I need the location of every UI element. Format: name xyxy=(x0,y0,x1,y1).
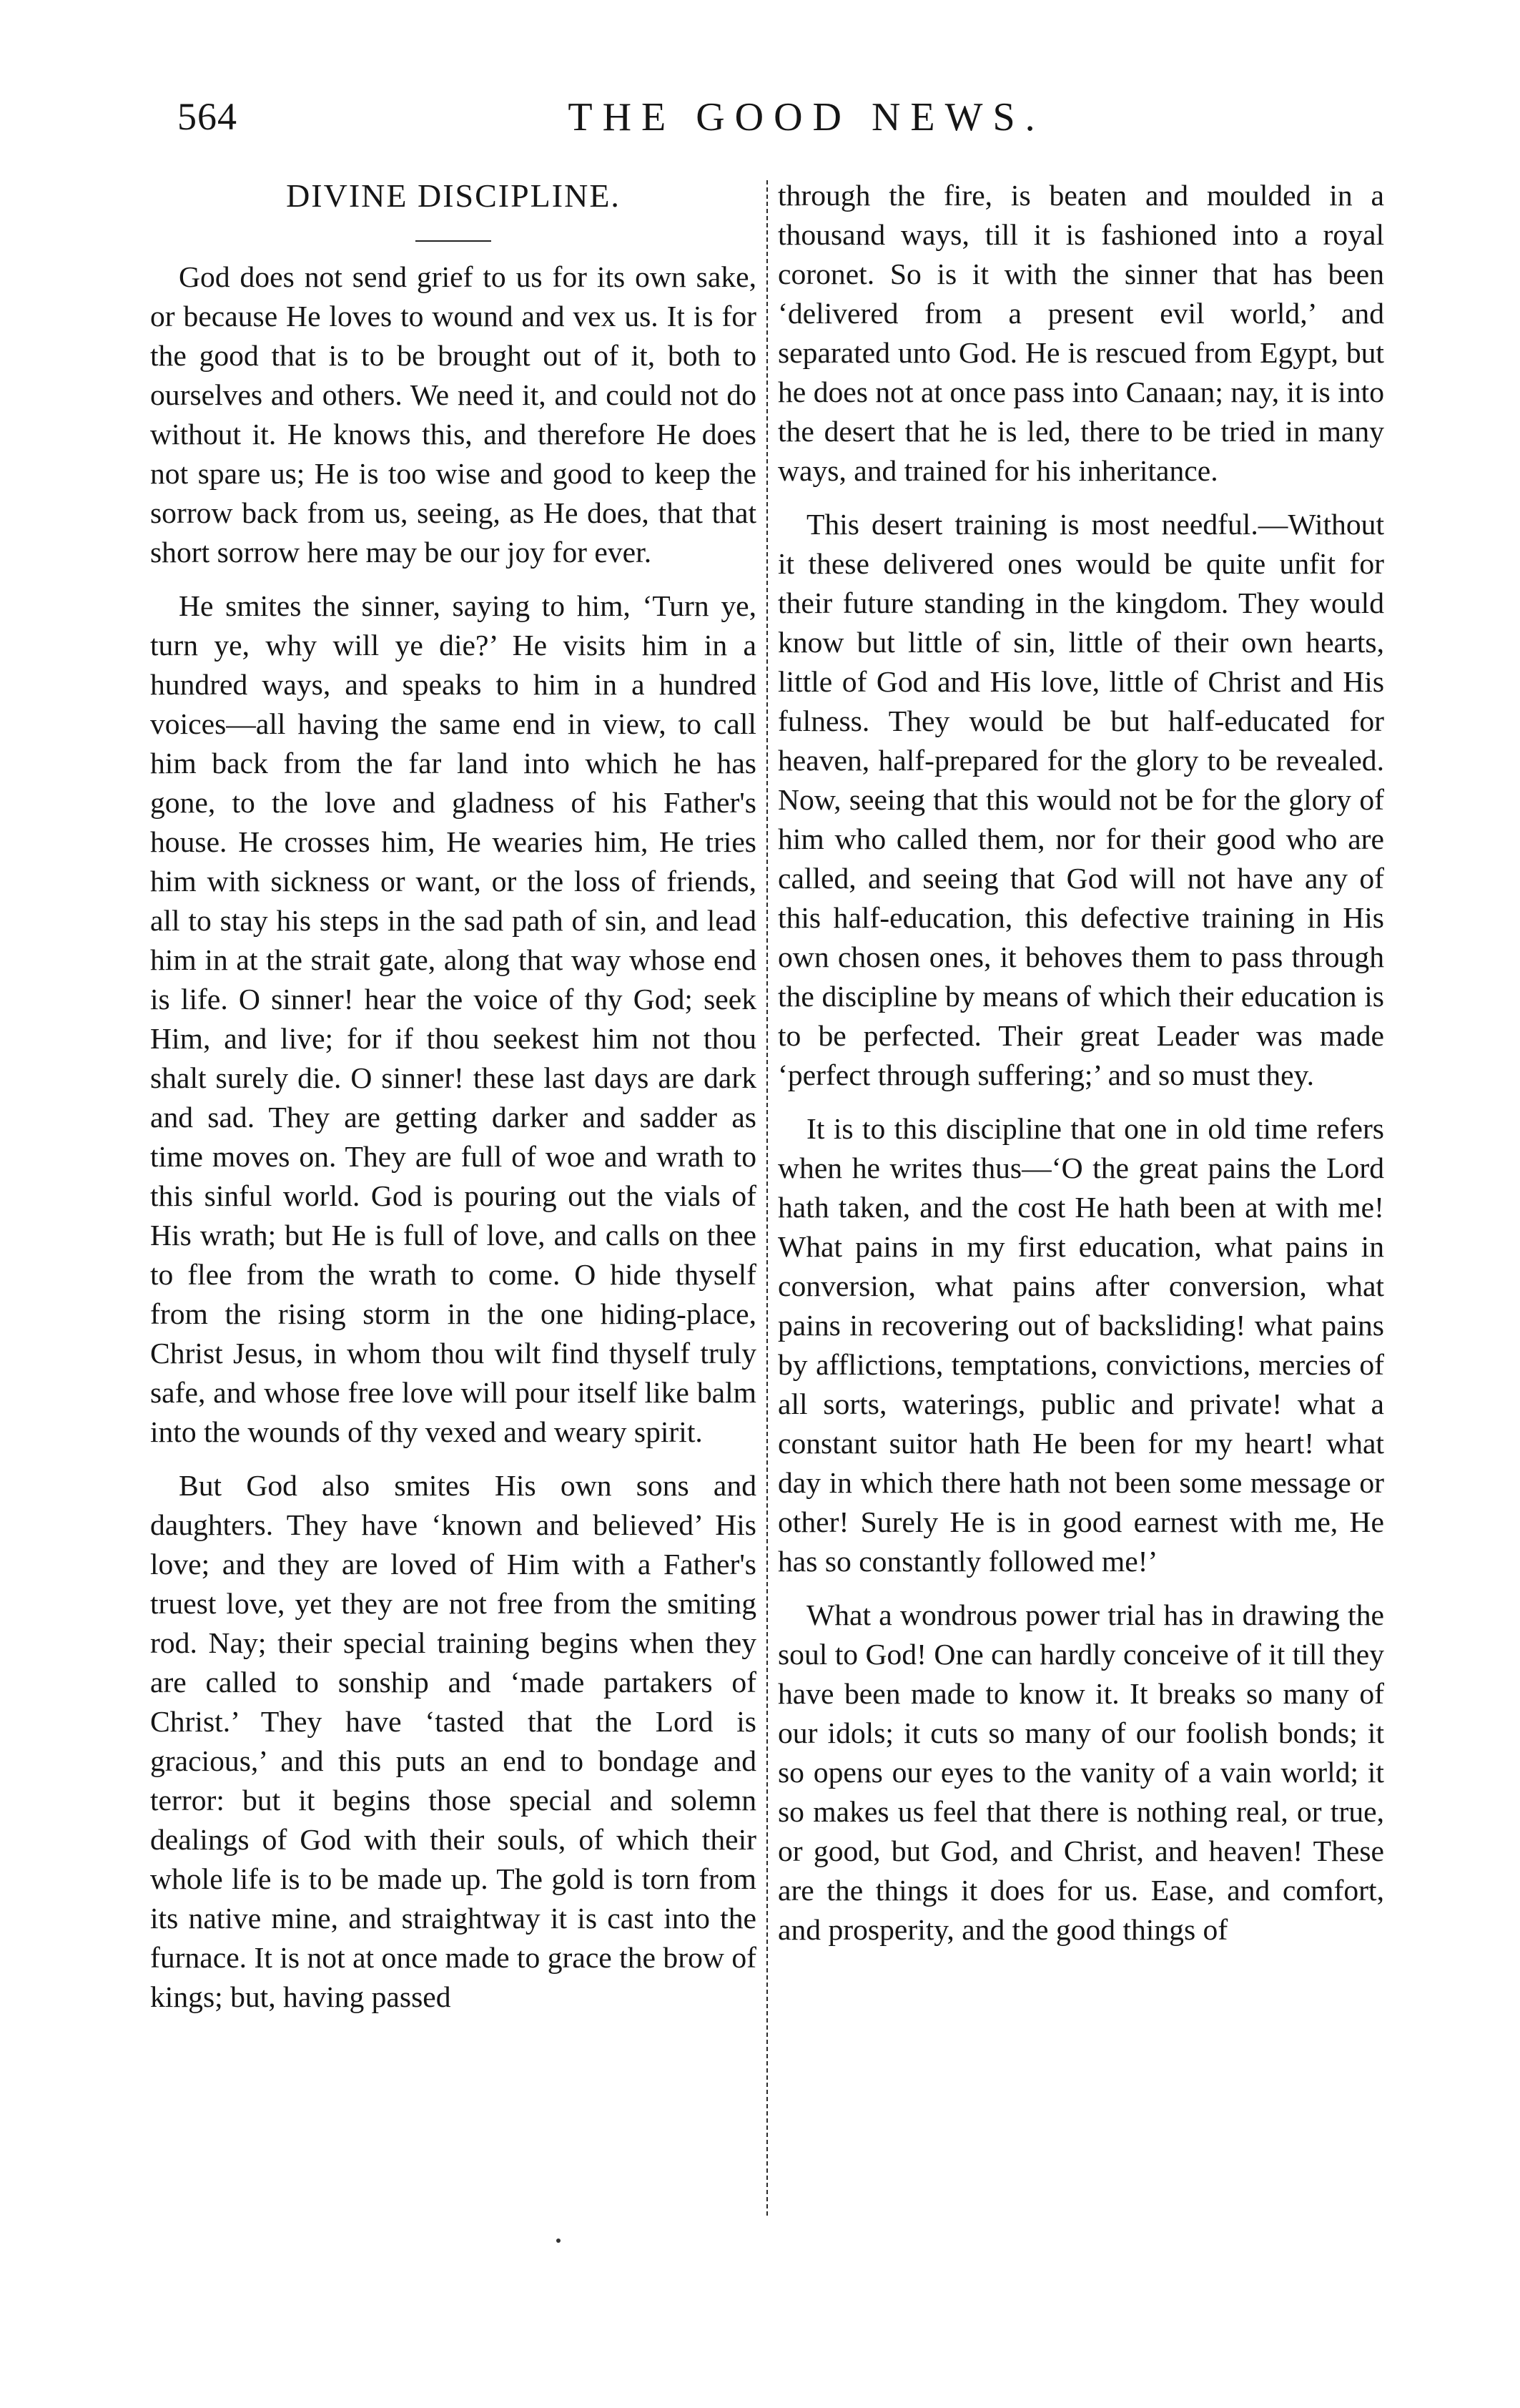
print-mark xyxy=(556,2239,561,2243)
paragraph: God does not send grief to us for its own sake, or because He loves to wound and vex us. It is for the good that is to be brought out of it, both to ourselves and others. We need it, and could not do without it. He knows this, and therefore He does not spare us; He is too wise and good to keep the sorrow back from us, seeing, as He does, that that short sorrow here may be our joy for ever. xyxy=(150,260,756,569)
paragraph-continued: through the fire, is beaten and moulded in a thousand ways, till it is fashioned into a royal coronet. So is it with the sinner that has been ‘delivered from a present evil world,’ and separated unto God. He is rescued from Egypt, but he does not at once pass into Canaan; nay, it is into the desert that he is led, there to be tried in many ways, and trained for his inheritance. xyxy=(778,179,1384,487)
running-head xyxy=(177,94,1378,152)
page-number: 564 xyxy=(177,95,237,138)
left-column xyxy=(150,176,756,2017)
paragraph: It is to this discipline that one in old time refers when he writes thus—‘O the great pains the Lord hath taken, and the cost He hath been at with me! What pains in my first education, what pains in conversion, what pains after conversion, what pains in recovering out of backsliding! what pains by afflictions, temptations, convictions, mercies of all sorts, waterings, public and private! what a constant suitor hath He been for my heart! what day in which there hath not been some message or other! Surely He is in good earnest with me, He has so constantly followed me!’ xyxy=(778,1112,1384,1578)
article-columns xyxy=(150,176,1394,2321)
paragraph: He smites the sinner, saying to him, ‘Turn ye, turn ye, why will ye die?’ He visits him in a hundred ways, and speaks to him in a hundred voices—all having the same end in view, to call him back from the far land into which he has gone, to the love and gladness of his Father's house. He crosses him, He wearies him, He tries him with sickness or want, or the loss of friends, all to stay his steps in the sad path of sin, and lead him in at the strait gate, along that way whose end is life. O sinner! hear the voice of thy God; seek Him, and live; for if thou seekest him not thou shalt surely die. O sinner! these last days are dark and sad. They are getting darker and sadder as time moves on. They are full of woe and wrath to this sinful world. God is pouring out the vials of His wrath; but He is full of love, and calls on thee to flee from the wrath to come. O hide thyself from the rising storm in the one hiding-place, Christ Jesus, in whom thou wilt find thyself truly safe, and whose free love will pour itself like balm into the wounds of thy vexed and weary spirit. xyxy=(150,589,756,1448)
column-divider xyxy=(766,180,768,2216)
right-column xyxy=(778,176,1384,1950)
paragraph: This desert training is most needful.—Without it these delivered ones would be quite unfit for their future standing in the kingdom. They would know but little of sin, little of their own hearts, little of God and His love, little of Christ and His fulness. They would be but half-educated for heaven, half-prepared for the glory to be revealed. Now, seeing that this would not be for the glory of him who called them, nor for their good who are called, and seeing that God will not have any of this half-education, this defective training in His own chosen ones, it behoves them to pass through the discipline by means of which their education is to be perfected. Their great Leader was made ‘perfect through suffering;’ and so must they. xyxy=(778,508,1384,1091)
journal-title: THE GOOD NEWS. xyxy=(568,95,1045,139)
article-title: DIVINE DISCIPLINE. xyxy=(286,177,621,214)
paragraph: But God also smites His own sons and daughters. They have ‘known and believed’ His love; and they are loved of Him with a Father's truest love, yet they are not free from the smiting rod. Nay; their special training begins when they are called to sonship and ‘made partakers of Christ.’ They have ‘tasted that the Lord is gracious,’ and this puts an end to bondage and terror: but it begins those special and solemn dealings of God with their souls, of which their whole life is to be made up. The gold is torn from its native mine, and straightway it is cast into the furnace. It is not at once made to grace the brow of kings; but, having passed xyxy=(150,1469,756,2013)
title-divider xyxy=(415,240,491,242)
paragraph: What a wondrous power trial has in drawing the soul to God! One can hardly conceive of it till they have been made to know it. It breaks so many of our idols; it cuts so many of our foolish bonds; it so opens our eyes to the vanity of a vain world; it so makes us feel that there is nothing real, or true, or good, but God, and Christ, and heaven! These are the things it does for us. Ease, and comfort, and prosperity, and the good things of xyxy=(778,1598,1384,1946)
